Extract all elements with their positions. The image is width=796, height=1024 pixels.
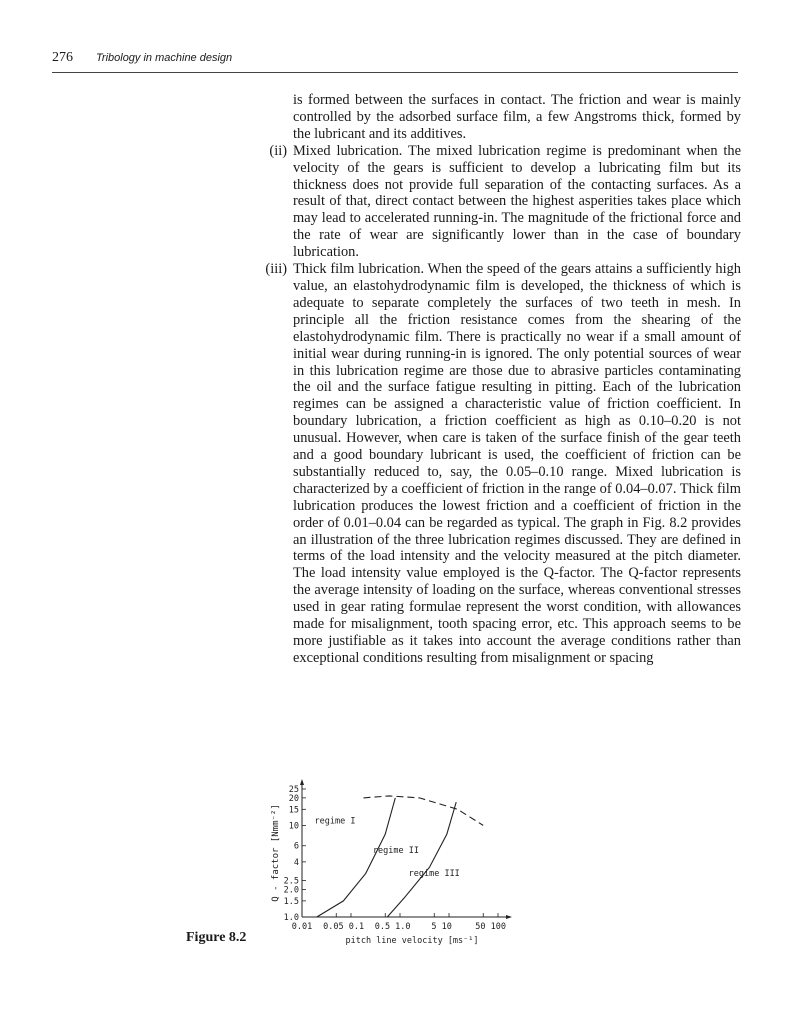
region-label: regime I [314,816,356,827]
y-tick-label: 2.0 [283,885,299,896]
page-number: 276 [52,50,73,65]
header-rule [52,72,738,73]
figure-8-2 [240,775,530,965]
x-tick-label: 0.5 1.0 [374,922,411,932]
series-line [364,796,484,826]
region-label: regime III [408,869,460,880]
y-tick-label: 10 [288,821,299,832]
y-tick-label: 15 [288,805,299,816]
y-tick-label: 1.0 [283,913,299,923]
item-number: (iii) [265,261,287,278]
series-line [387,802,456,917]
body-text [247,92,741,667]
list-item-iii [247,261,741,667]
y-axis-arrow [300,779,304,785]
x-tick-label: 0.05 0.1 [323,922,365,932]
book-title: Tribology in machine design [96,52,233,64]
lubrication-regime-chart [240,775,530,965]
y-tick-label: 4 [293,857,299,868]
list-item-ii [247,143,741,261]
x-axis-title: pitch line velocity [ms⁻¹] [345,936,479,946]
y-axis-title: Q - factor [Nmm⁻²] [271,804,281,902]
y-tick-label: 25 [288,785,299,795]
x-tick-label: 0.01 [291,922,313,932]
x-tick-label: 50 100 [475,922,506,932]
item-text: Thick film lubrication. When the speed of the gears attains a sufficiently high value, an elastohydrodynamic film is developed, the thickness of which is adequate to separate completely the surfaces of two teeth in mesh. In principle all the friction resistance comes from the shearing of the elastohydrodynamic film. There is practically no wear if a small amount of initial wear during running-in is ignored. The only potential sources of wear in this lubrication regime are those due to abrasive particles contaminating the oil and the surface fatigue resulting in pitting. Each of the lubrication regimes can be assigned a characteristic value of friction coefficient. In boundary lubrication, a friction coefficient as high as 0.10–0.20 is not unusual. However, when care is taken of the surface finish of the gear teeth and a good boundary lubricant is used, the coefficient of friction can be substantially reduced to, say, the 0.05–0.10 range. Mixed lubrication is characterized by a coefficient of friction in the range of 0.04–0.07. Thick film lubrication produces the lowest friction and a coefficient of friction in the order of 0.01–0.04 can be regarded as typical. The graph in Fig. 8.2 provides an illustration of the three lubrication regimes discussed. They are defined in terms of the load intensity and the velocity measured at the pitch diameter. The load intensity value employed is the Q-factor. The Q-factor represents the average intensity of loading on the surface, whereas conventional stresses used in gear rating formulae represent the worst condition, with allowances made for misalignment, tooth spacing error, etc. This approach seems to be more justifiable as it takes into account the average conditions rather than exceptional conditions resulting from misalignment or spacing [293,261,741,666]
running-head [52,50,738,72]
item-text: Mixed lubrication. The mixed lubrication regime is predominant when the velocity of the gears is sufficient to develop a lubricating film but its thickness does not provide full separation of the contacting surfaces. As a result of that, direct contact between the highest asperities takes place which may lead to accelerated running-in. The magnitude of the frictional force and the rate of wear are significantly lower than in the case of boundary lubrication. [293,142,741,261]
region-label: regime II [372,846,419,856]
x-tick-label: 5 10 [431,922,452,932]
y-tick-label: 20 [288,793,299,804]
continued-paragraph: is formed between the surfaces in contact. The friction and wear is mainly controlled by the adsorbed surface film, a few Angstroms thick, formed by the lubricant and its additives. [293,92,741,142]
y-tick-label: 6 [293,841,299,852]
figure-label: Figure 8.2 [186,930,247,945]
item-number: (ii) [269,142,287,159]
y-tick-label: 1.5 [283,896,299,907]
y-tick-label: 2.5 [283,876,299,887]
x-axis-arrow [506,915,512,919]
